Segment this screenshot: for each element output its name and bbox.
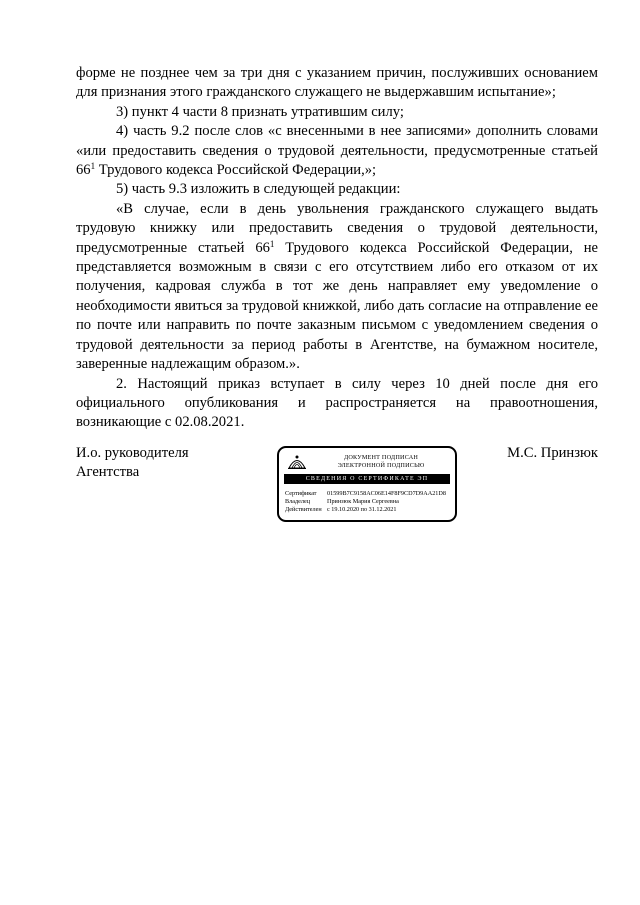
signatory-position-line1: И.о. руководителя (76, 445, 189, 461)
paragraph-text: «В случае, если в день увольнения гражданского служащего выдать трудовую книжку или предоставить сведения о трудовой деятельности, предусмотренные статьей 66 (76, 200, 598, 256)
stamp-row-value: с 19.10.2020 по 31.12.2021 (327, 506, 397, 513)
stamp-row-validity (285, 506, 451, 514)
stamp-row-certificate (285, 490, 451, 498)
paragraph (76, 200, 598, 375)
paragraph-text: 4) часть 9.2 после слов «с внесенными в нее записями» дополнить словами «или предоставить сведения о трудовой деятельности, предусмотренные статьей 66 (76, 123, 598, 179)
document-body (76, 64, 598, 433)
electronic-signature-stamp (277, 446, 457, 522)
superscript: 1 (90, 161, 96, 172)
stamp-row-value: 01599B7C9158AC06E14F8F9CD7D9AA21D8 (327, 490, 446, 497)
paragraph (76, 375, 598, 433)
paragraph (76, 103, 598, 122)
stamp-row-key: Действителен (285, 506, 322, 513)
paragraph-text: Трудового кодекса Российской Федерации,»; (95, 162, 377, 179)
stamp-title-line2: ЭЛЕКТРОННОЙ ПОДПИСЬЮ (337, 462, 425, 469)
stamp-title-line1: ДОКУМЕНТ ПОДПИСАН (343, 454, 419, 461)
paragraph-text: форме не позднее чем за три дня с указанием причин, послуживших основанием для признания этого гражданского служащего не выдержавшим испытание»; (76, 65, 598, 101)
stamp-row-value: Принзюк Мария Сергеевна (327, 498, 399, 505)
stamp-row-key: Владелец (285, 498, 311, 505)
paragraph-text: 2. Настоящий приказ вступает в силу через 10 дней после дня его официального опубликования и распространяется на правоотношения, возникающие с 02.08.2021. (76, 375, 598, 431)
paragraph (76, 122, 598, 180)
paragraph-text: Трудового кодекса Российской Федерации, не представляется возможным в связи с его отсутствием либо его отказом от их получения, кадровая служба в тот же день направляет ему уведомление о необходимости явиться за трудовой книжкой, либо дать согласие на отправление ее по почте или направить по почте заказным письмом с уведомлением сведения о трудовой деятельности за период работы в Агентстве, на бумажном носителе, заверенные надлежащим образом.». (76, 239, 599, 373)
coat-of-arms-icon (286, 452, 308, 470)
paragraph-text: 5) часть 9.3 изложить в следующей редакции: (116, 181, 401, 198)
stamp-row-owner (285, 498, 451, 506)
paragraph (76, 64, 598, 103)
paragraph-text: 3) пункт 4 части 8 признать утратившим силу; (116, 103, 404, 120)
superscript: 1 (269, 238, 275, 249)
stamp-row-key: Сертификат (285, 490, 317, 497)
paragraph (76, 180, 598, 199)
signatory-position-line2: Агентства (76, 464, 140, 480)
stamp-certificate-header: СВЕДЕНИЯ О СЕРТИФИКАТЕ ЭП (284, 474, 450, 484)
signatory-name: М.С. Принзюк (507, 445, 598, 461)
signatory-position (76, 444, 189, 482)
